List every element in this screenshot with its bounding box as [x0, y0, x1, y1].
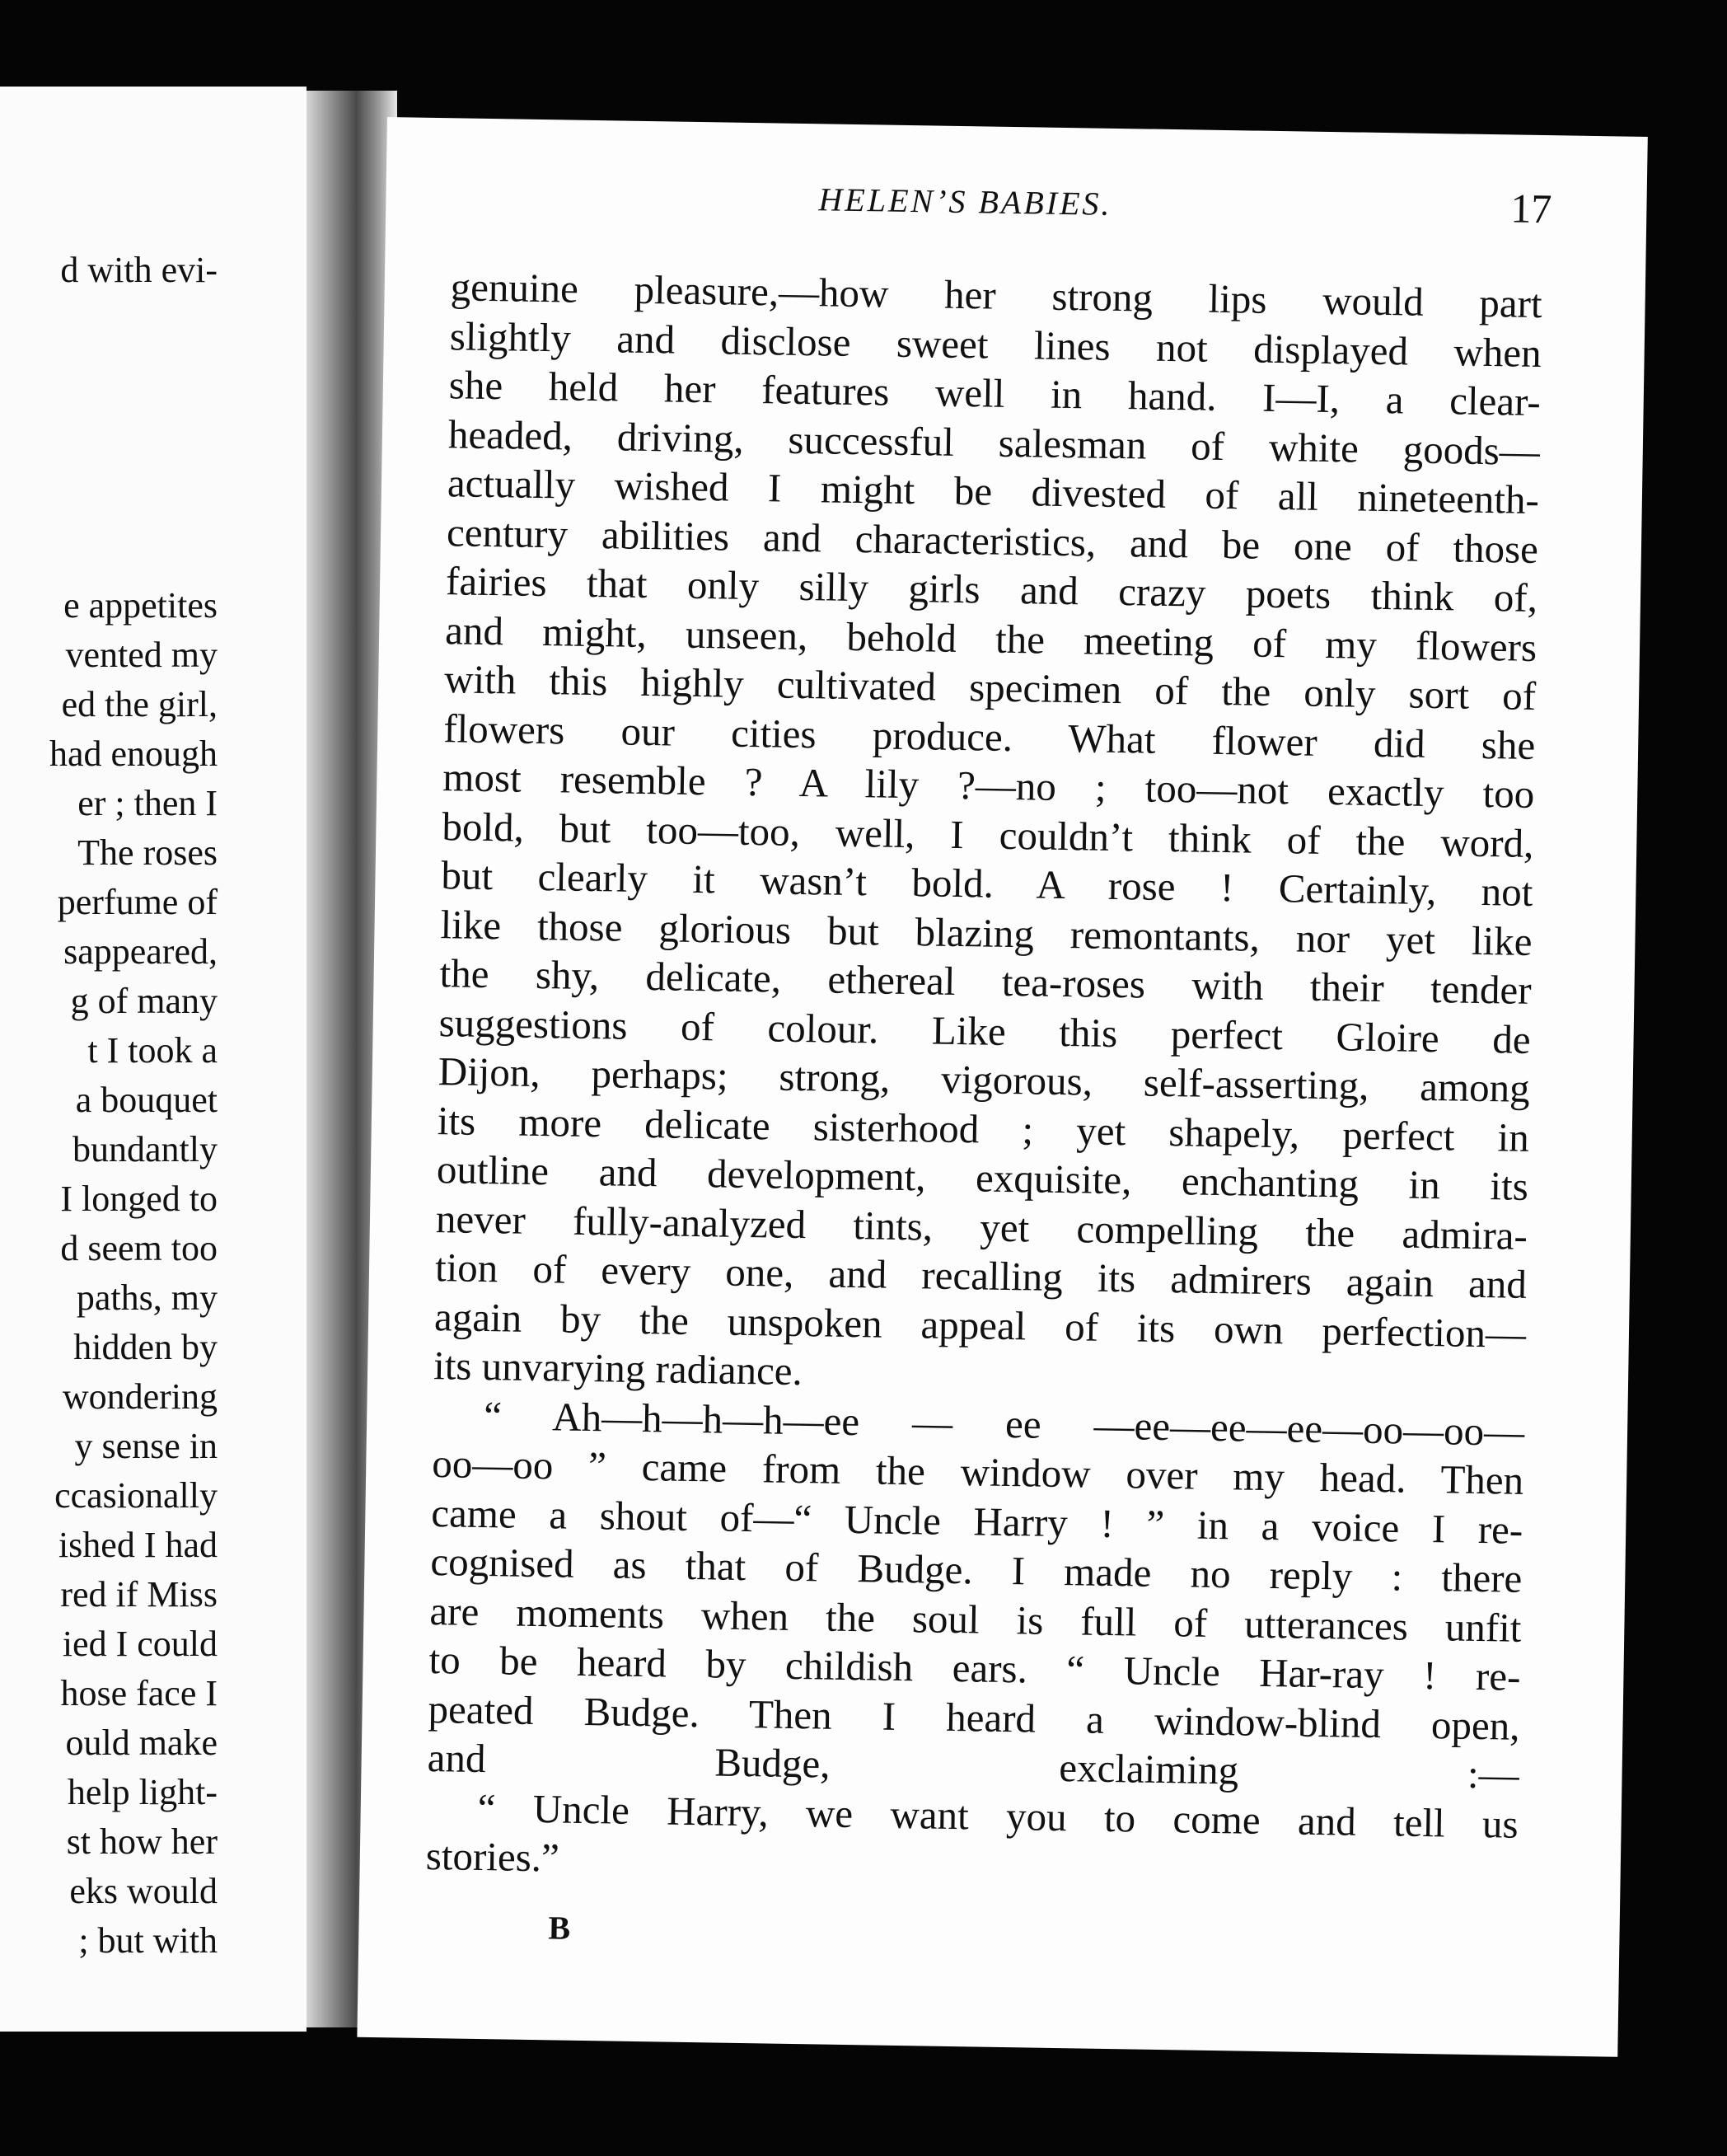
text-line: cognised as that of Budge. I made no reply : there — [430, 1539, 1523, 1601]
left-page-line: vented my — [65, 635, 218, 675]
left-page-line: ccasionally — [54, 1475, 218, 1516]
signature-mark: B — [548, 1909, 571, 1947]
left-page-line: t I took a — [87, 1030, 218, 1071]
text-line: and Budge, exclaiming :— — [427, 1735, 1520, 1797]
text-line: peated Budge. Then I heard a window-blind open, — [428, 1685, 1520, 1749]
left-page-line: a bouquet — [75, 1080, 218, 1120]
left-page-line: hose face I — [60, 1673, 218, 1713]
text-line: Dijon, perhaps; strong, vigorous, self-asserting, among — [438, 1048, 1531, 1111]
left-page-line: er ; then I — [77, 783, 218, 823]
text-line: she held her features well in hand. I—I, a clear- — [448, 362, 1542, 425]
left-page-line: eks would — [69, 1871, 218, 1911]
text-line: flowers our cities produce. What flower did she — [442, 705, 1536, 768]
left-page-line: red if Miss — [60, 1574, 218, 1615]
left-page-line: I longed to — [60, 1179, 218, 1219]
left-page — [0, 87, 307, 2032]
text-line: its unvarying radiance. — [433, 1343, 803, 1394]
left-page-line: e appetites — [63, 585, 218, 626]
page-body-text — [425, 262, 1542, 1897]
text-line: are moments when the soul is full of utterances unfit — [429, 1587, 1522, 1651]
left-page-top-line: d with evi- — [60, 250, 218, 290]
text-line: the shy, delicate, ethereal tea-roses with their tender — [439, 950, 1532, 1013]
text-line: headed, driving, successful salesman of white goods— — [447, 410, 1541, 474]
text-line: outline and development, exquisite, enchanting in its — [436, 1146, 1529, 1209]
left-page-line: ished I had — [58, 1525, 218, 1565]
left-page-line: y sense in — [74, 1426, 218, 1466]
right-page — [357, 117, 1647, 2057]
left-page-line: sappeared, — [63, 931, 218, 972]
left-page-line: help light- — [67, 1772, 218, 1812]
text-line: tion of every one, and recalling its admirers again and — [434, 1244, 1528, 1307]
text-line: slightly and disclose sweet lines not displayed when — [449, 312, 1542, 376]
text-line: oo—oo ” came from the window over my head. Then — [431, 1441, 1524, 1503]
text-line: stories.” — [425, 1832, 560, 1881]
text-line: never fully-analyzed tints, yet compelling the admira- — [435, 1195, 1528, 1258]
text-line: century abilities and characteristics, and be one of those — [446, 509, 1539, 572]
left-page-line: had enough — [49, 734, 218, 774]
left-page-line: g of many — [70, 981, 218, 1021]
page-number: 17 — [1509, 185, 1552, 232]
left-page-line: wondering — [62, 1376, 218, 1417]
text-line: but clearly it wasn’t bold. A rose ! Certainly, not — [441, 852, 1533, 915]
left-page-line: st how her — [66, 1821, 218, 1862]
text-line: bold, but too—too, well, I couldn’t think of the word, — [442, 803, 1534, 866]
text-line: “ Uncle Harry, we want you to come and tell us — [477, 1784, 1519, 1847]
text-line: came a shout of—“ Uncle Harry ! ” in a voice I re- — [430, 1489, 1523, 1553]
left-page-line: paths, my — [76, 1277, 218, 1318]
text-line: suggestions of colour. Like this perfect Gloire de — [438, 999, 1532, 1062]
text-line: like those glorious but blazing remontants, nor yet like — [440, 901, 1533, 964]
left-page-line: bundantly — [73, 1129, 218, 1169]
left-page-line: perfume of — [57, 882, 218, 922]
left-page-line: d seem too — [60, 1228, 218, 1268]
text-line: most resemble ? A lily ?—no ; too—not exactly too — [442, 754, 1535, 817]
text-line: fairies that only silly girls and crazy poets think of, — [445, 558, 1538, 621]
text-line: “ Ah—h—h—h—ee — ee —ee—ee—ee—oo—oo— — [483, 1392, 1525, 1455]
text-line: to be heard by childish ears. “ Uncle Har-ray ! re- — [428, 1637, 1521, 1699]
text-line: again by the unspoken appeal of its own perfection— — [433, 1293, 1527, 1357]
text-line: actually wished I might be divested of all nineteenth- — [447, 460, 1540, 523]
left-page-text — [0, 581, 218, 1966]
left-page-line: ; but with — [78, 1920, 218, 1961]
left-page-line: ed the girl, — [61, 684, 218, 724]
text-line: with this highly cultivated specimen of the only sort of — [443, 656, 1537, 719]
running-head: HELEN’S BABIES. — [818, 180, 1112, 223]
left-page-line: The roses — [77, 832, 218, 873]
text-line: and might, unseen, behold the meeting of my flowers — [444, 607, 1537, 670]
text-line: genuine pleasure,—how her strong lips would part — [450, 264, 1543, 327]
left-page-line: ied I could — [62, 1624, 218, 1664]
left-page-line: ould make — [65, 1722, 218, 1763]
text-line: its more delicate sisterhood ; yet shapely, perfect in — [437, 1097, 1530, 1160]
left-page-line: hidden by — [73, 1327, 218, 1367]
